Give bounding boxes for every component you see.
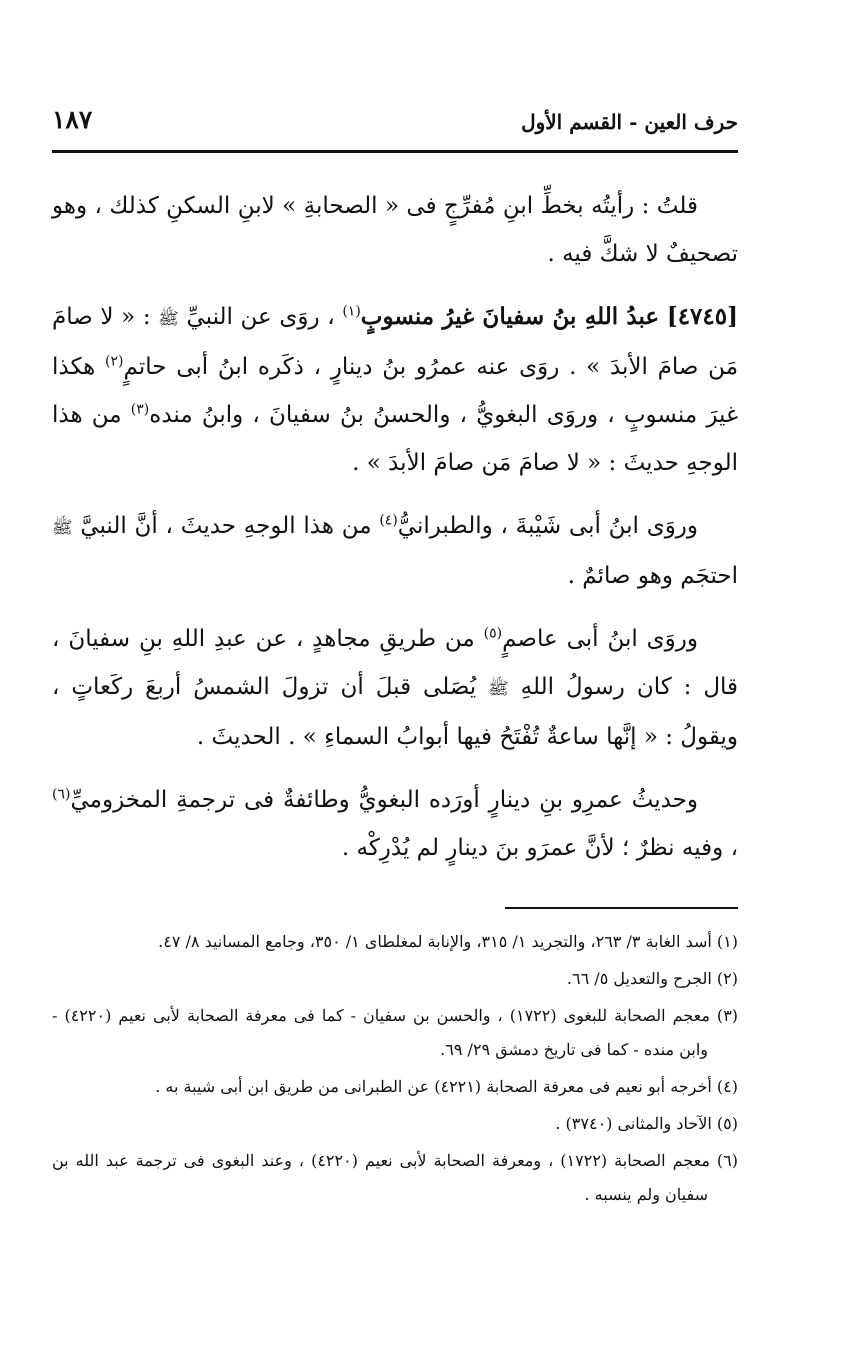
footnote-1: (١) أسد الغابة ٣/ ٢٦٣، والتجريد ١/ ٣١٥، والإنابة لمغلطاى ١/ ٣٥٠، وجامع المسانيد ٨/ ٤٧. [158,932,738,951]
p5-text-2: ، وفيه نظرٌ ؛ لأنَّ عمرَو بنَ دينارٍ لم يُدْرِكْه . [341,835,738,861]
footnotes [52,925,738,1215]
honorific-glyph: ﷺ [158,309,179,329]
p4-text-3: يُصَلى قبلَ أن تزولَ الشمسُ أربعَ ركَعاتٍ ، ويقولُ : « إنَّها ساعةٌ تُفْتَحُ فيها أبوابُ السماءِ » . الحديثَ . [52,674,738,750]
entry-text-1: ، روَى عن النبيِّ [186,304,335,330]
p3-text-3: احتجَم وهو صائمٌ . [567,563,738,589]
entry-text-4: من هذا الوجهِ حديثَ : « لا صامَ مَن صامَ الأبدَ » . [52,402,738,476]
footnote-ref-1: (١) [342,303,361,320]
p3-text-1: وروَى ابنُ أبى شَيْبةَ ، والطبرانيُّ [397,513,699,539]
footnote-separator [505,907,738,909]
main-text [52,182,738,887]
header-title: حرف العين - القسم الأول [521,110,738,134]
footnote-6: (٦) معجم الصحابة (١٧٢٢) ، ومعرفة الصحابة لأبى نعيم (٤٢٢٠) ، وعند البغوى فى ترجمة عبد الله بن سفيان ولم ينسبه . [52,1151,739,1204]
p5-text-1: وحديثُ عمرِو بنِ دينارٍ أورَده البغويُّ وطائفةٌ فى ترجمةِ المخزوميِّ [70,787,698,813]
entry-text-2: : « لا صامَ مَن صامَ الأبدَ » . روَى عنه عمرُو بنُ دينارٍ ، ذكَره ابنُ أبى حاتمٍ [52,304,739,380]
paragraph-note: قلتُ : رأيتُه بخطِّ ابنِ مُفرِّجٍ فى « الصحابةِ » لابنِ السكنِ كذلك ، وهو تصحيفٌ لا شكَّ فيه . [52,193,738,267]
p4-text-1: وروَى ابنُ أبى عاصمٍ [502,626,698,652]
paragraph-amr-ibn-dinar [52,776,738,872]
page-number: ١٨٧ [52,105,93,134]
footnote-ref-2: (٢) [105,353,124,370]
footnote-4: (٤) أخرجه أبو نعيم فى معرفة الصحابة (٤٢٢١) عن الطبرانى من طريق ابن أبى شيبة به . [155,1077,738,1096]
paragraph-ibn-abi-asim [52,615,738,761]
paragraph-ibn-abi-shayba [52,502,738,600]
honorific-glyph: ﷺ [52,518,73,538]
entry-text-3: هكذا غيرَ منسوبٍ ، وروَى البغويُّ ، والحسنُ بنُ سفيانَ ، وابنُ منده [52,354,738,428]
p4-text-2: من طريقِ مجاهدٍ ، عن عبدِ اللهِ بنِ سفيانَ ، قال : كان رسولُ اللهِ [52,626,739,700]
footnote-2: (٢) الجرح والتعديل ٥/ ٦٦. [566,969,738,988]
footnote-ref-4: (٤) [379,512,398,529]
footnote-ref-5: (٥) [483,625,503,642]
footnote-ref-3: (٣) [130,401,150,418]
honorific-glyph: ﷺ [488,679,509,699]
entry-name: عبدُ اللهِ بنُ سفيانَ غيرُ منسوبٍ [360,303,660,330]
footnote-5: (٥) الآحاد والمثانى (٣٧٤٠) . [555,1114,738,1133]
footnote-ref-6: (٦) [52,786,71,803]
footnote-3: (٣) معجم الصحابة للبغوى (١٧٢٢) ، والحسن بن سفيان - كما فى معرفة الصحابة لأبى نعيم (٤٢٢٠) - وابن منده - كما فى تاريخ دمشق ٢٩/ ٦٩. [52,1006,739,1059]
running-header [52,100,738,148]
entry-number: [٤٧٤٥] [666,303,739,330]
entry-4745 [52,293,738,487]
header-rule [52,150,738,153]
p3-text-2: من هذا الوجهِ حديثَ ، أنَّ النبيَّ [80,513,372,539]
